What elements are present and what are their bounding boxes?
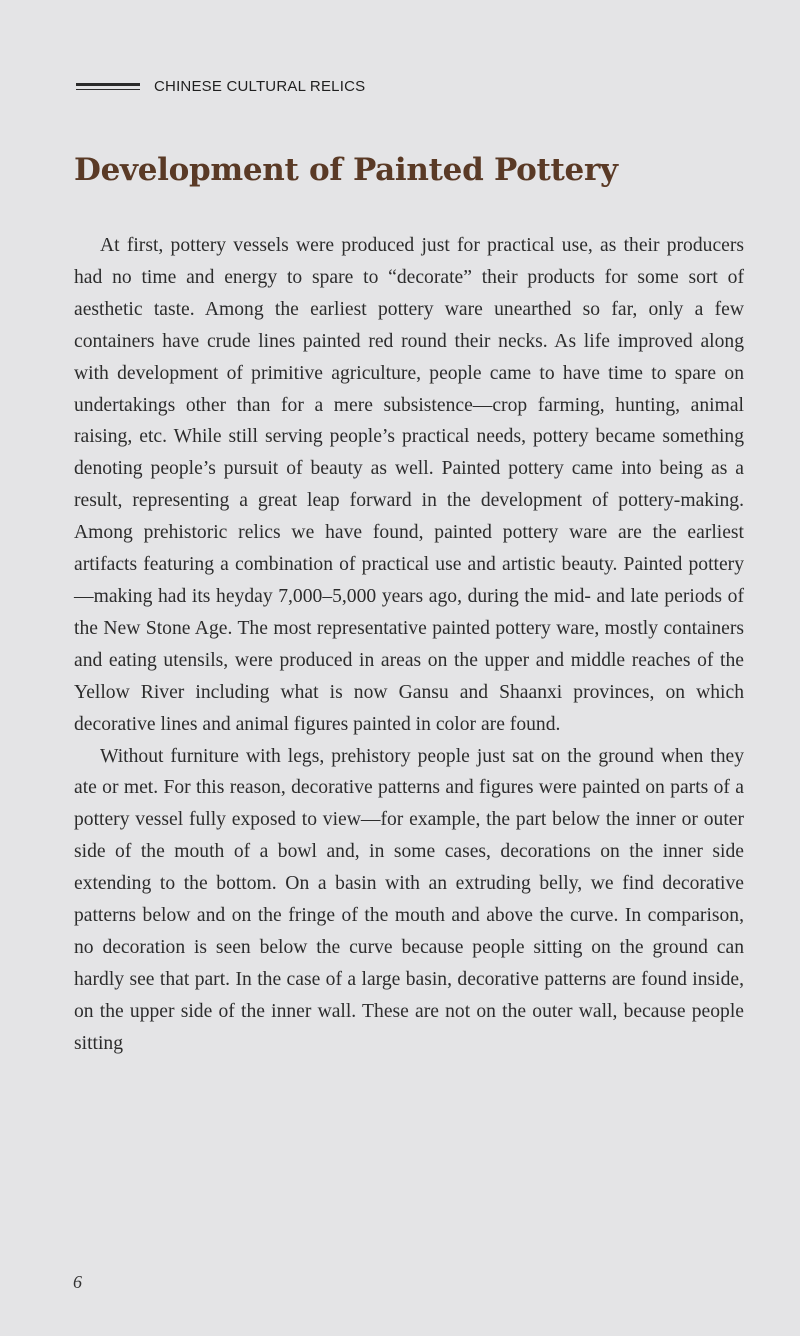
- paragraph: Without furniture with legs, prehistory people just sat on the ground when they ate or met. For this reason, decorative patterns and figures were painted on parts of a pottery vessel fully exposed to view—for example, the part below the inner or outer side of the mouth of a bowl and, in some cases, decorations on the inner side extending to the bottom. On a basin with an extruding belly, we find decorative patterns below and on the fringe of the mouth and above the curve. In comparison, no decoration is seen below the curve because people sitting on the ground can hardly see that part. In the case of a large basin, decorative patterns are found inside, on the upper side of the inner wall. These are not on the outer wall, because people sitting: [74, 745, 744, 1054]
- page-number: 6: [73, 1272, 82, 1292]
- page-title: Development of Painted Pottery: [74, 152, 618, 188]
- running-header: [76, 78, 365, 95]
- article-body: [74, 230, 744, 1060]
- running-title: CHINESE CULTURAL RELICS: [154, 78, 366, 95]
- paragraph: At first, pottery vessels were produced just for practical use, as their producers had no time and energy to spare to “decorate” their products for some sort of aesthetic taste. Among the earliest pottery ware unearthed so far, only a few containers have crude lines painted red round their necks. As life improved along with development of primitive agriculture, people came to have time to spare on undertakings other than for a mere subsistence—crop farming, hunting, animal raising, etc. While still serving people’s practical needs, pottery became something denoting people’s pursuit of beauty as well. Painted pottery came into being as a result, representing a great leap forward in the development of pottery-making. Among prehistoric relics we have found, painted pottery ware are the earliest artifacts featuring a combination of practical use and artistic beauty. Painted pottery—making had its heyday 7,000–5,000 years ago, during the mid- and late periods of the New Stone Age. The most representative painted pottery ware, mostly containers and eating utensils, were produced in areas on the upper and middle reaches of the Yellow River including what is now Gansu and Shaanxi provinces, on which decorative lines and animal figures painted in color are found.: [74, 235, 744, 735]
- header-rule: [76, 83, 140, 90]
